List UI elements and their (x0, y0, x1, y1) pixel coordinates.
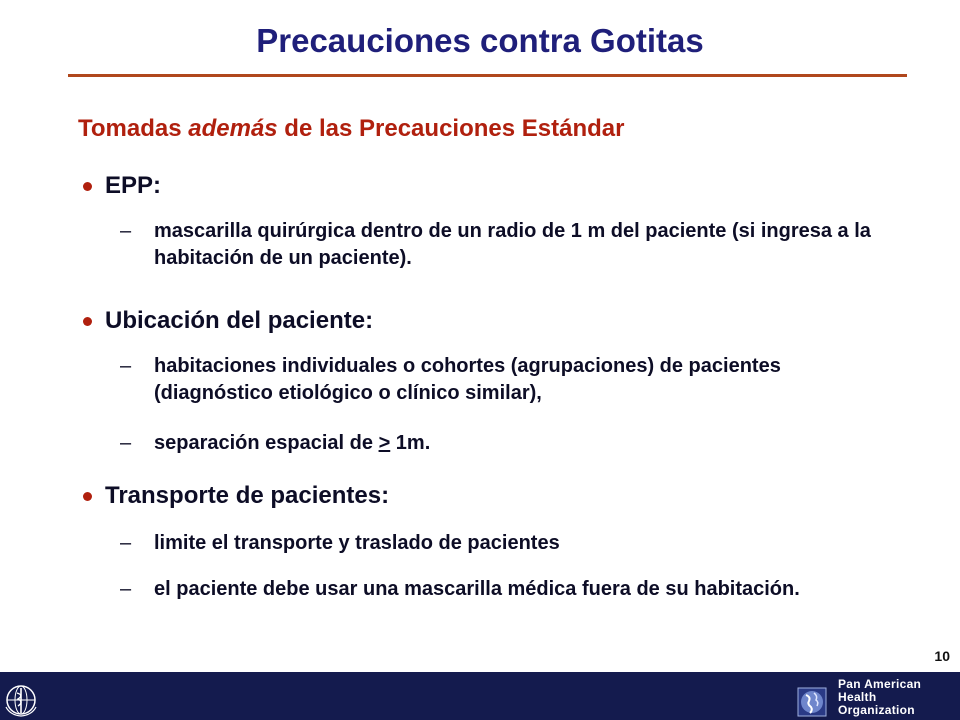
bullet-patient-location (105, 307, 373, 335)
bullet-epp-label: EPP: (105, 172, 162, 199)
bullet-epp (105, 172, 161, 200)
footer-bar (0, 672, 960, 720)
who-emblem-icon (4, 683, 38, 717)
list-item-wear-mask (120, 576, 884, 603)
separation-symbol: > (378, 432, 391, 454)
page-number: 10 (934, 648, 950, 664)
subtitle-part-1: Tomadas (78, 115, 189, 142)
dash-icon: – (120, 432, 132, 454)
subtitle-part-2: de las Precauciones Estándar (277, 115, 625, 142)
list-item-epp-mask (120, 218, 884, 272)
bullet-patient-location-label: Ubicación del paciente: (105, 307, 374, 334)
dash-icon: – (120, 220, 132, 242)
list-item-spatial-separation (120, 430, 884, 457)
list-item-individual-rooms (120, 353, 884, 407)
slide-title: Precauciones contra Gotitas (256, 22, 704, 59)
paho-globe-icon (797, 687, 827, 717)
separation-prefix: separación espacial de (154, 432, 379, 454)
subtitle-emphasis: además (188, 115, 278, 142)
list-item-limit-transport (120, 530, 884, 557)
dash-icon: – (120, 532, 132, 554)
bullet-patient-transport-label: Transporte de pacientes: (105, 482, 390, 509)
bullet-patient-transport (105, 482, 389, 510)
paho-name-line-3: Organization (838, 703, 915, 717)
bullet-dot-icon (83, 317, 92, 326)
dash-icon: – (120, 578, 132, 600)
list-item-text: el paciente debe usar una mascarilla médica fuera de su habitación. (154, 578, 800, 600)
dash-icon: – (120, 355, 132, 377)
paho-name (838, 678, 921, 717)
bullet-dot-icon (83, 492, 92, 501)
paho-name-line-1: Pan American (838, 677, 922, 691)
list-item-text: limite el transporte y traslado de pacientes (154, 532, 560, 554)
paho-name-line-2: Health (838, 690, 877, 704)
separation-suffix: 1m. (390, 432, 431, 454)
bullet-dot-icon (83, 182, 92, 191)
list-item-text: mascarilla quirúrgica dentro de un radio de 1 m del paciente (si ingresa a la habitación de un paciente). (154, 220, 871, 269)
list-item-text: habitaciones individuales o cohortes (agrupaciones) de pacientes (diagnóstico etiológico o clínico similar), (154, 355, 781, 404)
